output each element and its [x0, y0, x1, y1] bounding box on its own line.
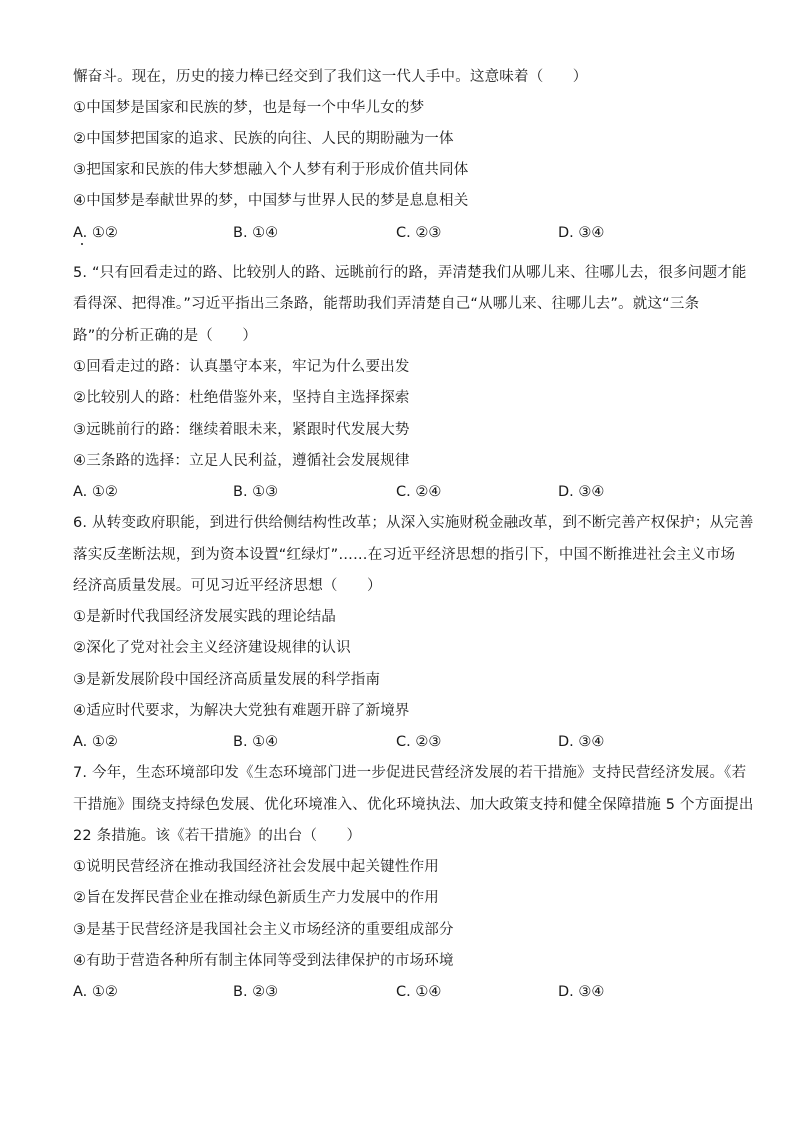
q6-option-c[interactable]: C. ②③ — [396, 734, 442, 750]
q7-option-a[interactable]: A. ①② — [73, 984, 118, 1000]
q5-option-d[interactable]: D. ③④ — [558, 484, 605, 500]
q4-stem-tail: 懈奋斗。现在，历史的接力棒已经交到了我们这一代人手中。这意味着（ ） — [73, 69, 588, 85]
q6-stem-line-3: 经济高质量发展。可见习近平经济思想（ ） — [73, 578, 382, 594]
q5-statement-2: ②比较别人的路：杜绝借鉴外来，坚持自主选择探索 — [73, 390, 410, 406]
q6-options — [73, 732, 733, 752]
q4-option-b[interactable]: B. ①④ — [233, 225, 279, 241]
q6-statement-2: ②深化了党对社会主义经济建设规律的认识 — [73, 640, 351, 656]
q5-option-b[interactable]: B. ①③ — [233, 484, 279, 500]
q6-stem-line-2: 落实反垄断法规，到为资本设置“红绿灯”……在习近平经济思想的指引下，中国不断推进社会主义市场 — [73, 547, 736, 563]
q6-option-d[interactable]: D. ③④ — [558, 734, 605, 750]
q7-option-b[interactable]: B. ②③ — [233, 984, 279, 1000]
q4-statement-2: ②中国梦把国家的追求、民族的向往、人民的期盼融为一体 — [73, 131, 454, 147]
q4-statement-4: ④中国梦是奉献世界的梦，中国梦与世界人民的梦是息息相关 — [73, 193, 469, 209]
q5-option-c[interactable]: C. ②④ — [396, 484, 442, 500]
q6-statement-1: ①是新时代我国经济发展实践的理论结晶 — [73, 609, 337, 625]
q4-statement-1: ①中国梦是国家和民族的梦，也是每一个中华儿女的梦 — [73, 100, 425, 116]
q4-option-a[interactable]: A. ①② — [73, 225, 118, 241]
q7-statement-2: ②旨在发挥民营企业在推动绿色新质生产力发展中的作用 — [73, 890, 439, 906]
q6-option-b[interactable]: B. ①④ — [233, 734, 279, 750]
q5-options — [73, 482, 733, 502]
stray-dot-mark — [81, 243, 83, 245]
q5-statement-3: ③远眺前行的路：继续着眼未来，紧跟时代发展大势 — [73, 422, 410, 438]
q4-statement-3: ③把国家和民族的伟大梦想融入个人梦有利于形成价值共同体 — [73, 162, 469, 178]
q5-option-a[interactable]: A. ①② — [73, 484, 118, 500]
q7-statement-1: ①说明民营经济在推动我国经济社会发展中起关键性作用 — [73, 859, 439, 875]
q7-option-d[interactable]: D. ③④ — [558, 984, 605, 1000]
q7-stem-line-1: 7. 今年，生态环境部印发《生态环境部门进一步促进民营经济发展的若干措施》支持民营经济发展。《若 — [73, 765, 747, 781]
q6-stem-line-1: 6. 从转变政府职能，到进行供给侧结构性改革；从深入实施财税金融改革，到不断完善产权保护；从完善 — [73, 515, 754, 531]
q4-options — [73, 223, 733, 243]
q5-stem-line-3: 路”的分析正确的是（ ） — [73, 328, 258, 344]
q7-stem-line-2: 干措施》围绕支持绿色发展、优化环境准入、优化环境执法、加大政策支持和健全保障措施 5 个方面提出 — [73, 797, 754, 813]
q7-option-c[interactable]: C. ①④ — [396, 984, 442, 1000]
q7-statement-4: ④有助于营造各种所有制主体同等受到法律保护的市场环境 — [73, 953, 454, 969]
q6-statement-3: ③是新发展阶段中国经济高质量发展的科学指南 — [73, 672, 381, 688]
q4-option-c[interactable]: C. ②③ — [396, 225, 442, 241]
q5-stem-line-2: 看得深、把得准。”习近平指出三条路，能帮助我们弄清楚自己“从哪儿来、往哪儿去”。就这“三条 — [73, 296, 700, 312]
q7-statement-3: ③是基于民营经济是我国社会主义市场经济的重要组成部分 — [73, 922, 454, 938]
q4-option-d[interactable]: D. ③④ — [558, 225, 605, 241]
q5-statement-1: ①回看走过的路：认真墨守本来，牢记为什么要出发 — [73, 359, 410, 375]
q5-stem-line-1: 5. “只有回看走过的路、比较别人的路、远眺前行的路，弄清楚我们从哪儿来、往哪儿去，很多问题才能 — [73, 265, 747, 281]
q5-statement-4: ④三条路的选择：立足人民利益，遵循社会发展规律 — [73, 453, 410, 469]
q6-option-a[interactable]: A. ①② — [73, 734, 118, 750]
q7-options — [73, 982, 733, 1002]
q7-stem-line-3: 22 条措施。该《若干措施》的出台（ ） — [73, 828, 362, 844]
q6-statement-4: ④适应时代要求，为解决大党独有难题开辟了新境界 — [73, 703, 410, 719]
